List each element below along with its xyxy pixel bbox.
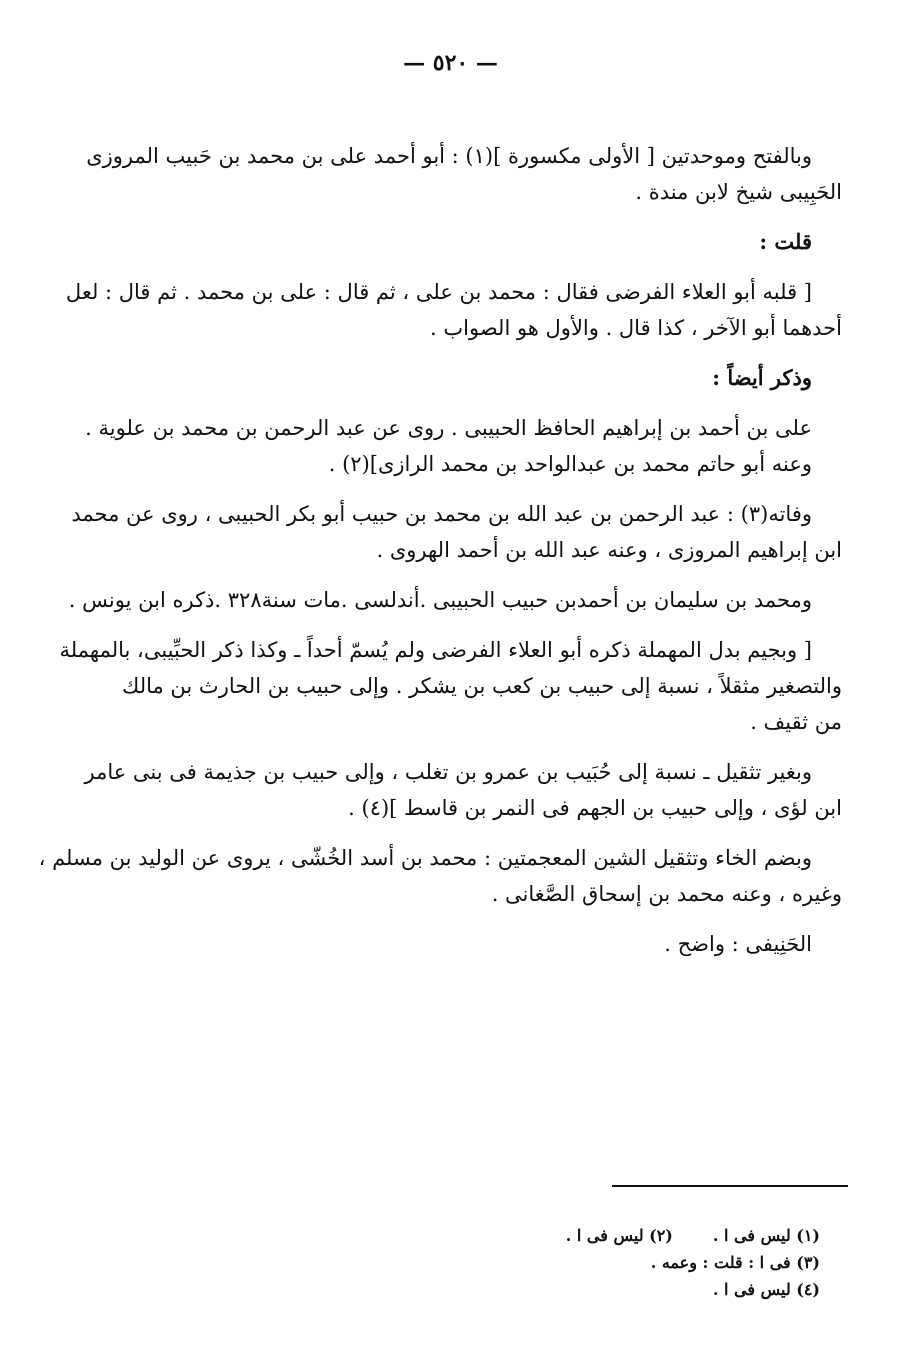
text-line: [ قلبه أبو العلاء الفرضى فقال : محمد بن على ، ثم قال : على بن محمد . ثم قال : لعل [65,280,812,304]
text-line: وبضم الخاء وتثقيل الشين المعجمتين : محمد بن أسد الخُشّى ، يروى عن الوليد بن مسلم ، [38,846,812,870]
footnote-row [420,1222,820,1249]
text-line: وبالفتح وموحدتين [ الأولى مكسورة ](١) : أبو أحمد على بن محمد بن حَبيب المروزى [86,144,812,168]
text-line: [ وبجيم بدل المهملة ذكره أبو العلاء الفرضى ولم يُسمّ أحداً ـ وكذا ذكر الحبِّيبى، بالمهملة [59,638,812,662]
text-line: من ثقيف . [750,710,842,734]
text-line: والتصغير مثقلاً ، نسبة إلى حبيب بن كعب بن يشكر . وإلى حبيب بن الحارث بن مالك [122,674,842,698]
text-line: أحدهما أبو الآخر ، كذا قال . والأول هو الصواب . [430,316,842,340]
text-line: الحَبِيبى شيخ لابن مندة . [635,180,842,204]
text-line: على بن أحمد بن إبراهيم الحافظ الحبيبى . روى عن عبد الرحمن بن محمد بن علوية . [85,416,812,440]
text-line: ابن إبراهيم المروزى ، وعنه عبد الله بن أحمد الهروى . [376,538,842,562]
footnote-divider [612,1185,848,1187]
text-line: وغيره ، وعنه محمد بن إسحاق الصَّغانى . [491,882,842,906]
footnote: (٤) ليس فى ا . [712,1280,820,1299]
footnote: (٢) ليس فى ا . [565,1226,673,1245]
text-line: ومحمد بن سليمان بن أحمدبن حبيب الحبيبى .أندلسى .مات سنة٣٢٨ .ذكره ابن يونس . [68,588,812,612]
text-line: وبغير تثقيل ـ نسبة إلى حُبَيب بن عمرو بن تغلب ، وإلى حبيب بن جذيمة فى بنى عامر [84,760,812,784]
section-heading: قلت : [759,229,812,254]
text-line: الحَنِيفى : واضح . [664,932,812,956]
section-heading: وذكر أيضاً : [712,365,812,390]
text-line: وعنه أبو حاتم محمد بن عبدالواحد بن محمد الرازى](٢) . [328,452,812,476]
text-line: وفاته(٣) : عبد الرحمن بن عبد الله بن محمد بن حبيب أبو بكر الحبيبى ، روى عن محمد [71,502,812,526]
footnotes [420,1222,820,1303]
footnote: (١) ليس فى ا . [712,1226,820,1245]
page-number: — ٥٢٠ — [403,50,498,76]
main-text [38,138,842,962]
footnote: (٣) فى ا : قلت : وعمه . [650,1253,820,1272]
text-line: ابن لؤى ، وإلى حبيب بن الجهم فى النمر بن قاسط ](٤) . [348,796,842,820]
